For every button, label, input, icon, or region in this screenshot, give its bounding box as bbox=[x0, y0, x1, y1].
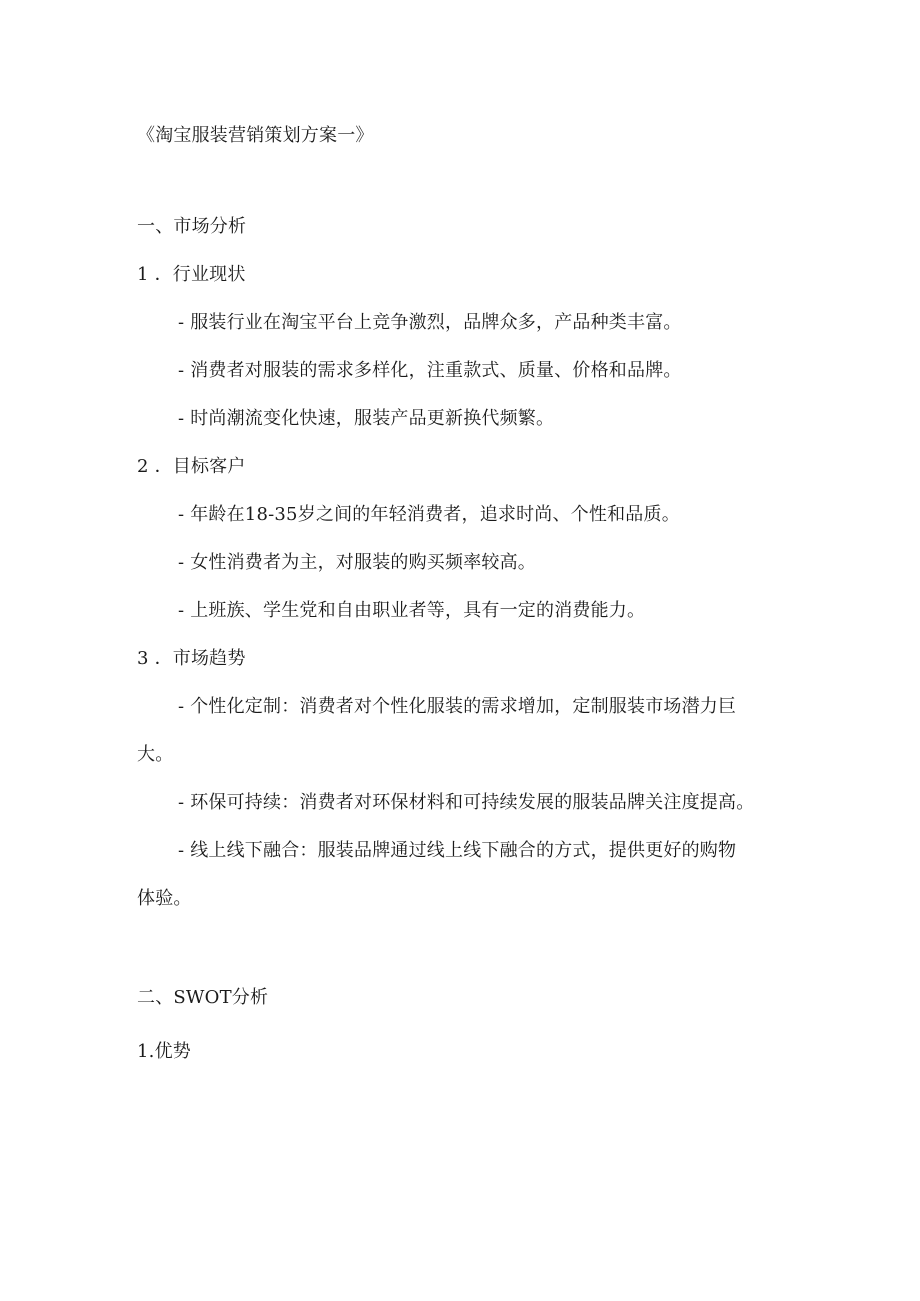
list-item-continuation: 体验。 bbox=[137, 888, 192, 909]
document-title: 《淘宝服装营销策划方案一》 bbox=[137, 125, 374, 146]
list-item: - 上班族、学生党和自由职业者等，具有一定的消费能力。 bbox=[178, 600, 646, 621]
list-item: - 环保可持续：消费者对环保材料和可持续发展的服装品牌关注度提高。 bbox=[178, 792, 755, 813]
subheading-industry-status: 1 ．行业现状 bbox=[137, 264, 246, 285]
list-item: - 时尚潮流变化快速，服装产品更新换代频繁。 bbox=[178, 408, 555, 429]
list-item: - 服装行业在淘宝平台上竞争激烈，品牌众多，产品种类丰富。 bbox=[178, 312, 682, 333]
list-item-continuation: 大。 bbox=[137, 744, 174, 765]
section-heading-swot: 二、SWOT分析 bbox=[137, 987, 269, 1008]
list-item: - 女性消费者为主，对服装的购买频率较高。 bbox=[178, 552, 537, 573]
subheading-target-customers: 2 ．目标客户 bbox=[137, 456, 246, 477]
section-heading-market-analysis: 一、市场分析 bbox=[137, 216, 247, 237]
subheading-strengths: 1.优势 bbox=[137, 1041, 191, 1062]
list-item: - 年龄在18-35岁之间的年轻消费者，追求时尚、个性和品质。 bbox=[178, 504, 680, 525]
subheading-market-trends: 3 ．市场趋势 bbox=[137, 648, 246, 669]
list-item: - 个性化定制：消费者对个性化服装的需求增加，定制服装市场潜力巨 bbox=[178, 696, 737, 717]
list-item: - 线上线下融合：服装品牌通过线上线下融合的方式，提供更好的购物 bbox=[178, 840, 737, 861]
list-item: - 消费者对服装的需求多样化，注重款式、质量、价格和品牌。 bbox=[178, 360, 682, 381]
